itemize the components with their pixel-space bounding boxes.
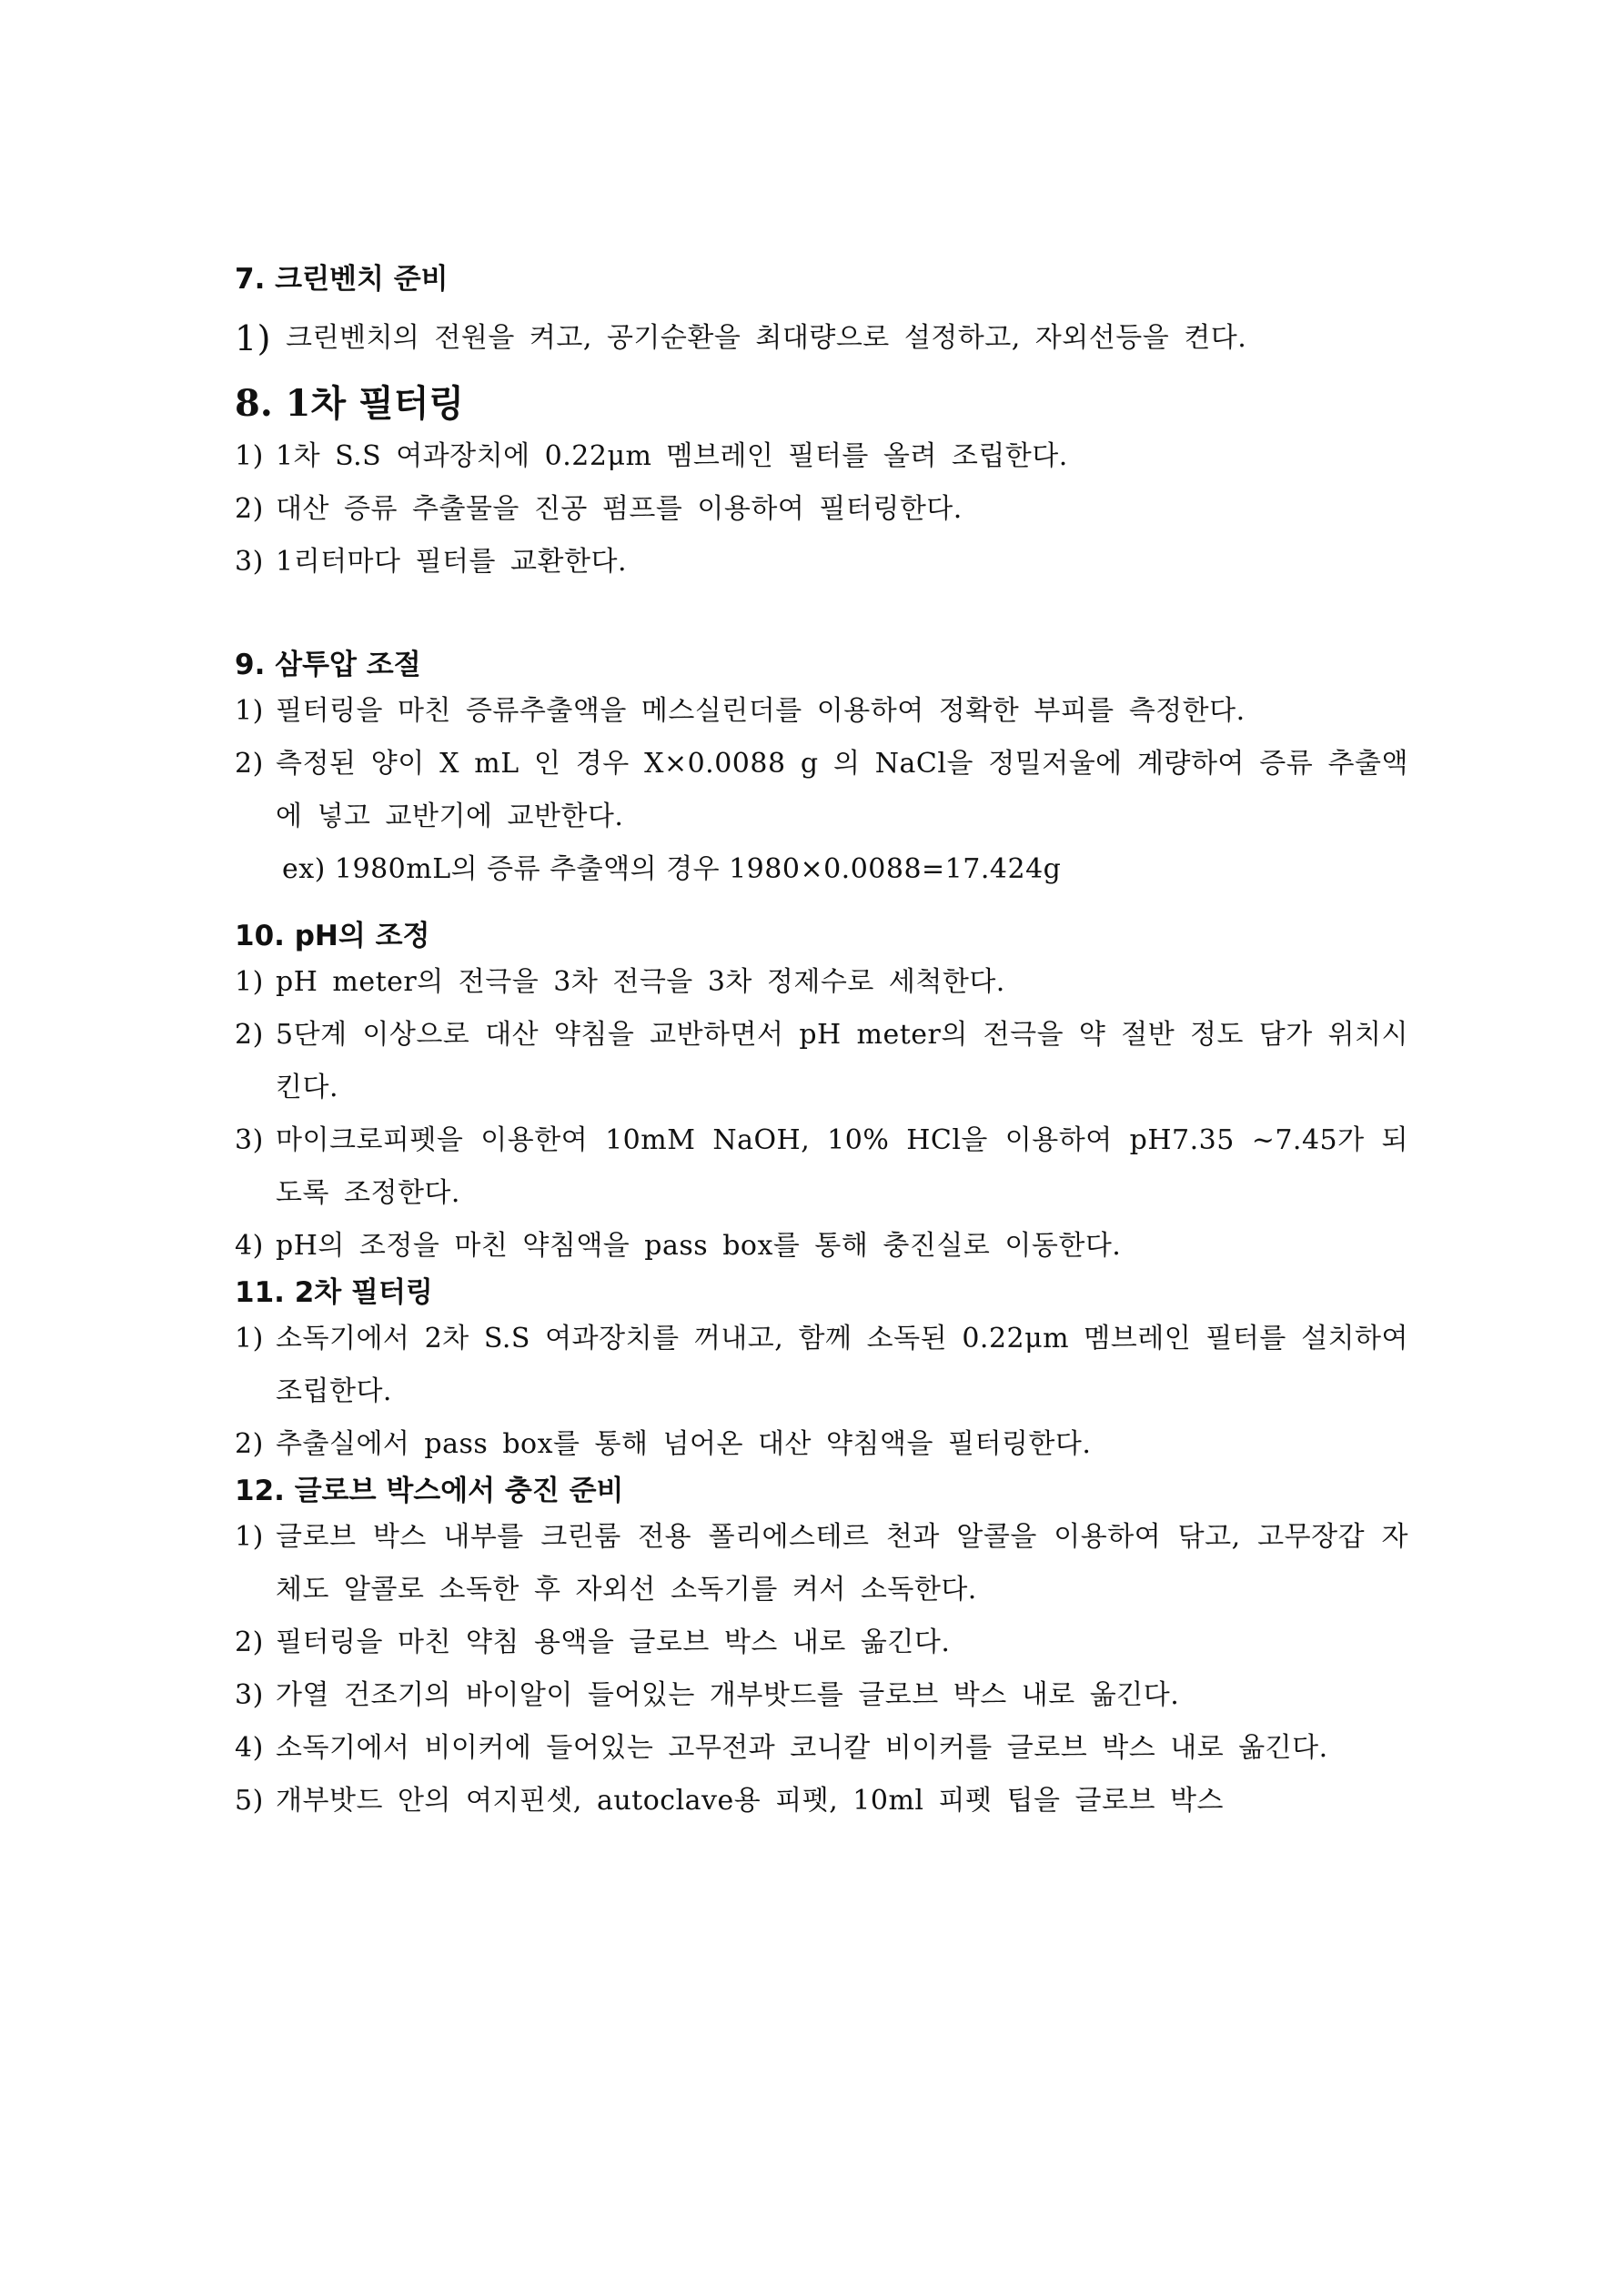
item-text: 대산 증류 추출물을 진공 펌프를 이용하여 필터링한다. — [276, 493, 963, 525]
section-8 — [235, 378, 1408, 589]
item-number: 1) — [235, 695, 264, 727]
item-text: 소독기에서 2차 S.S 여과장치를 꺼내고, 함께 소독된 0.22μm 멤브레인 필터를 설치하여 조립한다. — [276, 1323, 1408, 1407]
item-number: 2) — [235, 748, 264, 780]
section-heading: 10. pH의 조정 — [235, 920, 430, 952]
item-text: 크린벤치의 전원을 켜고, 공기순환을 최대량으로 설정하고, 자외선등을 켠다. — [286, 322, 1247, 354]
item-text: 가열 건조기의 바이알이 들어있는 개부밧드를 글로브 박스 내로 옮긴다. — [276, 1679, 1180, 1711]
item-text: pH meter의 전극을 3차 전극을 3차 정제수로 세척한다. — [276, 966, 1005, 998]
list-item — [235, 1722, 1408, 1775]
item-number: 2) — [235, 493, 264, 525]
list-item — [235, 1220, 1408, 1273]
item-text: 추출실에서 pass box를 통해 넘어온 대산 약침액을 필터링한다. — [276, 1428, 1092, 1460]
list-item — [235, 1313, 1408, 1418]
list-item — [235, 956, 1408, 1009]
example-line: ex) 1980mL의 증류 추출액의 경우 1980×0.0088=17.424g — [282, 853, 1062, 885]
list-item — [235, 1418, 1408, 1471]
item-text: 1리터마다 필터를 교환한다. — [276, 546, 627, 578]
item-text: 개부밧드 안의 여지핀셋, autoclave용 피펫, 10ml 피펫 팁을 글로브 박스 — [276, 1785, 1224, 1817]
item-text: 측정된 양이 X mL 인 경우 X×0.0088 g 의 NaCl을 정밀저울에 계량하여 증류 추출액에 넣고 교반기에 교반한다. — [276, 748, 1408, 832]
list-item — [235, 1775, 1408, 1828]
item-number: 1) — [235, 1521, 264, 1553]
item-number: 2) — [235, 1428, 264, 1460]
item-number: 2) — [235, 1626, 264, 1658]
section-7 — [235, 259, 1408, 365]
section-heading: 8. 1차 필터링 — [235, 382, 465, 425]
list-item — [235, 1009, 1408, 1114]
document-page — [235, 259, 1408, 1828]
list-item — [235, 483, 1408, 536]
item-text: pH의 조정을 마친 약침액을 pass box를 통해 충진실로 이동한다. — [276, 1230, 1122, 1262]
section-11 — [235, 1273, 1408, 1471]
item-text: 필터링을 마친 약침 용액을 글로브 박스 내로 옮긴다. — [276, 1626, 951, 1658]
list-item — [235, 685, 1408, 738]
list-item — [235, 1669, 1408, 1722]
item-number: 1) — [235, 1323, 264, 1354]
section-12 — [235, 1471, 1408, 1828]
item-number: 3) — [235, 1679, 264, 1711]
item-number: 3) — [235, 546, 264, 578]
item-number: 1) — [235, 318, 272, 358]
item-number: 2) — [235, 1019, 264, 1051]
list-item — [235, 1114, 1408, 1220]
item-number: 1) — [235, 966, 264, 998]
section-heading: 12. 글로브 박스에서 충진 준비 — [235, 1475, 624, 1507]
section-heading: 9. 삼투압 조절 — [235, 649, 421, 681]
list-item — [235, 738, 1408, 843]
section-9 — [235, 645, 1408, 896]
list-item — [235, 430, 1408, 483]
item-text: 필터링을 마친 증류추출액을 메스실린더를 이용하여 정확한 부피를 측정한다. — [276, 695, 1246, 727]
list-item — [235, 312, 1408, 365]
item-text: 소독기에서 비이커에 들어있는 고무전과 코니칼 비이커를 글로브 박스 내로 옮긴다. — [276, 1732, 1328, 1764]
item-number: 1) — [235, 440, 264, 472]
list-item — [235, 536, 1408, 589]
section-heading: 11. 2차 필터링 — [235, 1276, 433, 1309]
item-text: 마이크로피펫을 이용한여 10mM NaOH, 10% HCl을 이용하여 pH7.35 ~7.45가 되도록 조정한다. — [276, 1124, 1408, 1209]
item-text: 5단계 이상으로 대산 약침을 교반하면서 pH meter의 전극을 약 절반 정도 담가 위치시킨다. — [276, 1019, 1408, 1103]
list-item — [235, 1511, 1408, 1616]
item-text: 1차 S.S 여과장치에 0.22μm 멤브레인 필터를 올려 조립한다. — [276, 440, 1068, 472]
list-item — [235, 1616, 1408, 1669]
section-10 — [235, 916, 1408, 1273]
item-number: 5) — [235, 1785, 264, 1817]
item-number: 4) — [235, 1230, 264, 1262]
item-text: 글로브 박스 내부를 크린룸 전용 폴리에스테르 천과 알콜을 이용하여 닦고, 고무장갑 자체도 알콜로 소독한 후 자외선 소독기를 켜서 소독한다. — [276, 1521, 1408, 1606]
item-number: 4) — [235, 1732, 264, 1764]
section-heading: 7. 크린벤치 준비 — [235, 263, 449, 296]
item-number: 3) — [235, 1124, 264, 1156]
